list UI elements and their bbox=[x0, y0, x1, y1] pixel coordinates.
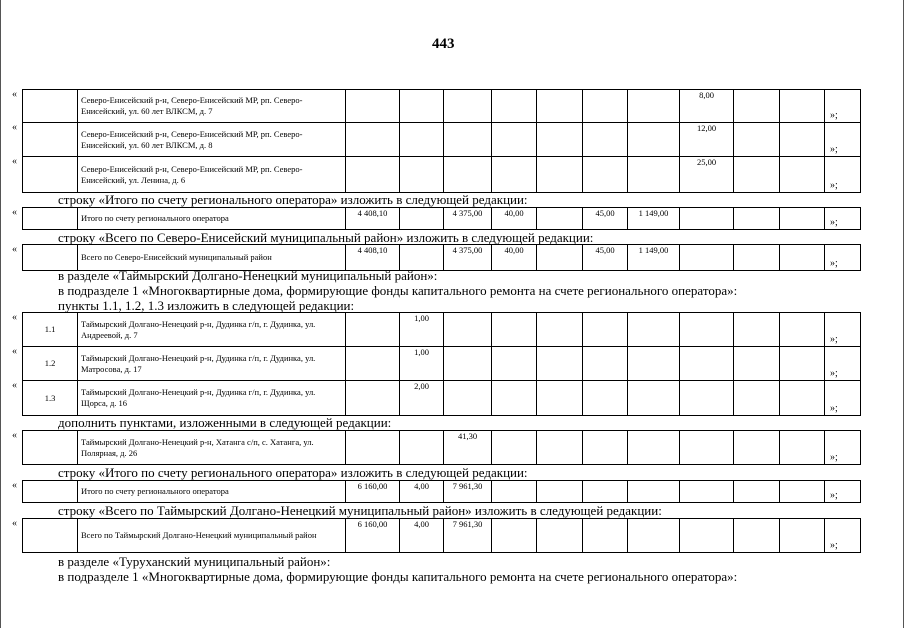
table-cell bbox=[537, 123, 583, 157]
data-table bbox=[22, 480, 861, 503]
table-cell bbox=[680, 381, 734, 416]
table-cell bbox=[583, 157, 628, 193]
data-table bbox=[22, 430, 861, 465]
row-number bbox=[23, 90, 78, 123]
instruction-text: строку «Всего по Таймырский Долгано-Ненецкий муниципальный район» изложить в следующей редакции: bbox=[58, 503, 662, 518]
page-left-edge bbox=[0, 0, 1, 628]
table-cell bbox=[346, 381, 400, 416]
close-quote-mark: »; bbox=[830, 258, 838, 269]
table-cell bbox=[346, 123, 400, 157]
table-cell bbox=[780, 381, 825, 416]
table-cell bbox=[346, 431, 400, 465]
close-quote-mark: »; bbox=[830, 490, 838, 501]
table-cell bbox=[628, 481, 680, 503]
table-row bbox=[23, 381, 861, 416]
close-quote-mark: »; bbox=[830, 217, 838, 228]
close-quote-mark: »; bbox=[830, 334, 838, 345]
row-number bbox=[23, 519, 78, 553]
table-row bbox=[23, 519, 861, 553]
table-cell bbox=[780, 208, 825, 230]
table-cell bbox=[583, 347, 628, 381]
data-table bbox=[22, 518, 861, 553]
close-quote-mark: »; bbox=[830, 180, 838, 191]
open-quote-mark: « bbox=[12, 122, 17, 133]
table-cell: 40,00 bbox=[492, 208, 537, 230]
table-cell bbox=[628, 123, 680, 157]
table-cell bbox=[734, 313, 780, 347]
table-cell bbox=[583, 123, 628, 157]
table-cell bbox=[400, 123, 444, 157]
table-cell bbox=[734, 347, 780, 381]
close-quote-mark: »; bbox=[830, 403, 838, 414]
table-cell bbox=[537, 245, 583, 271]
open-quote-mark: « bbox=[12, 480, 17, 491]
open-quote-mark: « bbox=[12, 518, 17, 529]
page-number: 443 bbox=[432, 36, 455, 52]
table-cell bbox=[346, 313, 400, 347]
close-quote-mark: »; bbox=[830, 540, 838, 551]
close-quote-mark: »; bbox=[830, 110, 838, 121]
open-quote-mark: « bbox=[12, 207, 17, 218]
table-cell bbox=[444, 347, 492, 381]
table-cell bbox=[680, 313, 734, 347]
instruction-text: строку «Итого по счету регионального оператора» изложить в следующей редакции: bbox=[58, 465, 528, 480]
close-quote-mark: »; bbox=[830, 368, 838, 379]
table-row bbox=[23, 208, 861, 230]
row-address: Итого по счету регионального оператора bbox=[78, 481, 346, 503]
instruction-text: пункты 1.1, 1.2, 1.3 изложить в следующей редакции: bbox=[58, 298, 355, 313]
table-cell bbox=[537, 481, 583, 503]
table-cell: 2,00 bbox=[400, 381, 444, 416]
row-number: 1.3 bbox=[23, 381, 78, 416]
row-address: Таймырский Долгано-Ненецкий р-н, Дудинка г/п, г. Дудинка, ул. Матросова, д. 17 bbox=[78, 347, 346, 381]
table-cell: 25,00 bbox=[680, 157, 734, 193]
table-cell: 4 408,10 bbox=[346, 245, 400, 271]
row-address: Северо-Енисейский р-н, Северо-Енисейский МР, рп. Северо-Енисейский, ул. 60 лет ВЛКСМ, д. 8 bbox=[78, 123, 346, 157]
table-cell bbox=[492, 381, 537, 416]
table-cell bbox=[780, 431, 825, 465]
close-quote-mark: »; bbox=[830, 144, 838, 155]
table-cell bbox=[444, 157, 492, 193]
table-cell bbox=[680, 245, 734, 271]
table-cell bbox=[780, 245, 825, 271]
table-cell: 40,00 bbox=[492, 245, 537, 271]
table-row bbox=[23, 313, 861, 347]
table-cell bbox=[628, 519, 680, 553]
table-cell bbox=[346, 157, 400, 193]
table-cell bbox=[734, 519, 780, 553]
table-cell bbox=[680, 481, 734, 503]
table-cell: 4,00 bbox=[400, 519, 444, 553]
table-cell: 6 160,00 bbox=[346, 519, 400, 553]
row-address: Итого по счету регионального оператора bbox=[78, 208, 346, 230]
data-table bbox=[22, 89, 861, 123]
table-cell: 1,00 bbox=[400, 347, 444, 381]
table-row bbox=[23, 245, 861, 271]
row-number: 1.1 bbox=[23, 313, 78, 347]
data-table bbox=[22, 312, 861, 347]
table-cell bbox=[628, 90, 680, 123]
table-cell bbox=[628, 431, 680, 465]
table-cell bbox=[628, 313, 680, 347]
table-cell bbox=[444, 313, 492, 347]
table-cell bbox=[780, 313, 825, 347]
table-cell bbox=[400, 157, 444, 193]
table-cell bbox=[680, 208, 734, 230]
table-cell: 12,00 bbox=[680, 123, 734, 157]
table-cell bbox=[734, 431, 780, 465]
instruction-text: в подразделе 1 «Многоквартирные дома, формирующие фонды капитального ремонта на счете регионального оператора»: bbox=[58, 283, 738, 298]
row-address: Таймырский Долгано-Ненецкий р-н, Дудинка г/п, г. Дудинка, ул. Щорса, д. 16 bbox=[78, 381, 346, 416]
table-cell bbox=[680, 431, 734, 465]
table-cell bbox=[492, 431, 537, 465]
table-cell bbox=[400, 431, 444, 465]
table-cell bbox=[583, 90, 628, 123]
row-address: Всего по Таймырский Долгано-Ненецкий муниципальный район bbox=[78, 519, 346, 553]
table-cell bbox=[680, 347, 734, 381]
row-number bbox=[23, 245, 78, 271]
row-address: Северо-Енисейский р-н, Северо-Енисейский МР, рп. Северо-Енисейский, ул. Ленина, д. 6 bbox=[78, 157, 346, 193]
table-row bbox=[23, 481, 861, 503]
table-cell: 4,00 bbox=[400, 481, 444, 503]
table-row bbox=[23, 431, 861, 465]
table-cell bbox=[583, 313, 628, 347]
table-cell bbox=[734, 245, 780, 271]
table-cell: 7 961,30 bbox=[444, 481, 492, 503]
table-cell: 4 375,00 bbox=[444, 245, 492, 271]
open-quote-mark: « bbox=[12, 380, 17, 391]
table-cell bbox=[346, 90, 400, 123]
table-cell bbox=[734, 90, 780, 123]
table-cell: 4 408,10 bbox=[346, 208, 400, 230]
table-cell bbox=[734, 157, 780, 193]
table-cell bbox=[780, 347, 825, 381]
open-quote-mark: « bbox=[12, 346, 17, 357]
data-table bbox=[22, 122, 861, 157]
table-cell: 1,00 bbox=[400, 313, 444, 347]
table-row bbox=[23, 347, 861, 381]
table-cell bbox=[400, 245, 444, 271]
table-cell bbox=[492, 481, 537, 503]
table-cell bbox=[400, 208, 444, 230]
row-number bbox=[23, 481, 78, 503]
table-cell bbox=[734, 381, 780, 416]
table-cell bbox=[492, 157, 537, 193]
open-quote-mark: « bbox=[12, 312, 17, 323]
open-quote-mark: « bbox=[12, 430, 17, 441]
table-cell bbox=[734, 481, 780, 503]
table-cell bbox=[537, 519, 583, 553]
table-cell bbox=[492, 347, 537, 381]
table-cell: 45,00 bbox=[583, 208, 628, 230]
table-cell bbox=[680, 519, 734, 553]
row-number bbox=[23, 431, 78, 465]
row-address: Таймырский Долгано-Ненецкий р-н, Дудинка г/п, г. Дудинка, ул. Андреевой, д. 7 bbox=[78, 313, 346, 347]
table-cell bbox=[346, 347, 400, 381]
table-cell bbox=[583, 431, 628, 465]
table-cell bbox=[780, 123, 825, 157]
row-number bbox=[23, 208, 78, 230]
table-cell bbox=[628, 347, 680, 381]
table-cell bbox=[492, 313, 537, 347]
table-cell: 6 160,00 bbox=[346, 481, 400, 503]
data-table bbox=[22, 380, 861, 416]
table-cell bbox=[780, 519, 825, 553]
table-cell bbox=[780, 90, 825, 123]
table-cell bbox=[780, 481, 825, 503]
instruction-text: в подразделе 1 «Многоквартирные дома, формирующие фонды капитального ремонта на счете регионального оператора»: bbox=[58, 569, 738, 584]
table-cell bbox=[537, 90, 583, 123]
row-number: 1.2 bbox=[23, 347, 78, 381]
table-cell bbox=[583, 381, 628, 416]
table-row bbox=[23, 123, 861, 157]
table-cell bbox=[780, 157, 825, 193]
row-address: Северо-Енисейский р-н, Северо-Енисейский МР, рп. Северо-Енисейский, ул. 60 лет ВЛКСМ, д. 7 bbox=[78, 90, 346, 123]
table-cell bbox=[492, 90, 537, 123]
table-cell bbox=[628, 157, 680, 193]
row-number bbox=[23, 123, 78, 157]
instruction-text: дополнить пунктами, изложенными в следующей редакции: bbox=[58, 415, 392, 430]
open-quote-mark: « bbox=[12, 89, 17, 100]
table-cell bbox=[537, 157, 583, 193]
table-row bbox=[23, 157, 861, 193]
table-cell bbox=[537, 431, 583, 465]
table-cell bbox=[583, 481, 628, 503]
table-cell: 7 961,30 bbox=[444, 519, 492, 553]
instruction-text: в разделе «Таймырский Долгано-Ненецкий муниципальный район»: bbox=[58, 268, 438, 283]
table-cell bbox=[444, 381, 492, 416]
data-table bbox=[22, 207, 861, 230]
open-quote-mark: « bbox=[12, 244, 17, 255]
data-table bbox=[22, 244, 861, 271]
table-cell bbox=[492, 123, 537, 157]
table-cell: 41,30 bbox=[444, 431, 492, 465]
instruction-text: строку «Итого по счету регионального оператора» изложить в следующей редакции: bbox=[58, 192, 528, 207]
table-cell bbox=[628, 381, 680, 416]
instruction-text: в разделе «Туруханский муниципальный район»: bbox=[58, 554, 331, 569]
table-cell bbox=[537, 313, 583, 347]
instruction-text: строку «Всего по Северо-Енисейский муниципальный район» изложить в следующей редакции: bbox=[58, 230, 594, 245]
table-row bbox=[23, 90, 861, 123]
table-cell: 1 149,00 bbox=[628, 245, 680, 271]
table-cell: 4 375,00 bbox=[444, 208, 492, 230]
close-quote-mark: »; bbox=[830, 452, 838, 463]
table-cell: 45,00 bbox=[583, 245, 628, 271]
table-cell bbox=[734, 208, 780, 230]
table-cell bbox=[537, 381, 583, 416]
table-cell bbox=[734, 123, 780, 157]
table-cell bbox=[400, 90, 444, 123]
row-address: Всего по Северо-Енисейский муниципальный район bbox=[78, 245, 346, 271]
table-cell bbox=[444, 123, 492, 157]
table-cell bbox=[444, 90, 492, 123]
data-table bbox=[22, 346, 861, 381]
table-cell bbox=[537, 347, 583, 381]
table-cell bbox=[537, 208, 583, 230]
row-number bbox=[23, 157, 78, 193]
open-quote-mark: « bbox=[12, 156, 17, 167]
table-cell bbox=[583, 519, 628, 553]
data-table bbox=[22, 156, 861, 193]
table-cell: 8,00 bbox=[680, 90, 734, 123]
table-cell: 1 149,00 bbox=[628, 208, 680, 230]
table-cell bbox=[492, 519, 537, 553]
row-address: Таймырский Долгано-Ненецкий р-н, Хатанга с/п, с. Хатанга, ул. Полярная, д. 26 bbox=[78, 431, 346, 465]
